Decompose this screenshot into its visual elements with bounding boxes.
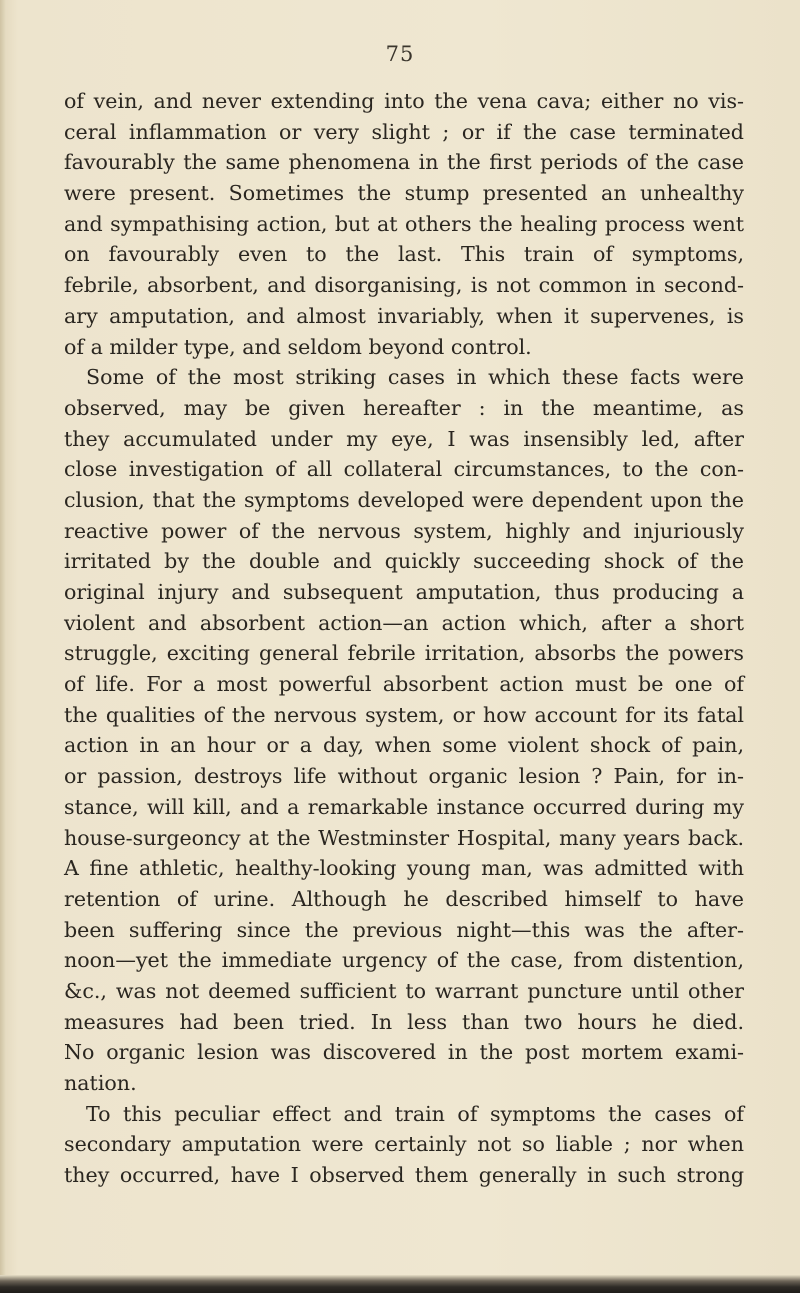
text-line: house-surgeoncy at the Westminster Hospital, many years back. xyxy=(64,825,744,850)
body-text xyxy=(64,86,744,1191)
text-line: violent and absorbent action—an action which, after a short xyxy=(64,610,744,635)
text-line: the qualities of the nervous system, or how account for its fatal xyxy=(64,702,744,727)
text-line: been suffering since the previous night—this was the after- xyxy=(64,917,744,942)
text-line: of life. For a most powerful absorbent action must be one of xyxy=(64,672,744,697)
text-line: favourably the same phenomena in the first periods of the case xyxy=(64,150,744,175)
text-line: or passion, destroys life without organic lesion ? Pain, for in- xyxy=(64,764,744,789)
text-line: &c., was not deemed sufficient to warrant puncture until other xyxy=(64,978,744,1003)
page-number: 75 xyxy=(385,42,415,66)
text-line: observed, may be given hereafter : in the meantime, as xyxy=(64,395,744,420)
text-line: close investigation of all collateral circumstances, to the con- xyxy=(64,457,744,482)
page-gutter-edge xyxy=(0,0,6,1293)
text-line: measures had been tried. In less than two hours he died. xyxy=(64,1009,744,1034)
text-line: struggle, exciting general febrile irritation, absorbs the powers xyxy=(64,641,744,666)
text-line: on favourably even to the last. This train of symptoms, xyxy=(64,242,744,267)
text-line: stance, will kill, and a remarkable instance occurred during my xyxy=(64,794,744,819)
text-line: ceral inflammation or very slight ; or if the case terminated xyxy=(64,119,744,144)
text-line: reactive power of the nervous system, highly and injuriously xyxy=(64,518,744,543)
text-line: No organic lesion was discovered in the post mortem exami- xyxy=(64,1040,744,1065)
text-line: nation. xyxy=(64,1071,137,1095)
text-line: noon—yet the immediate urgency of the case, from distention, xyxy=(64,948,744,973)
text-line: secondary amputation were certainly not so liable ; nor when xyxy=(64,1132,744,1157)
text-line: febrile, absorbent, and disorganising, is not common in second- xyxy=(64,273,744,298)
text-line: original injury and subsequent amputation, thus producing a xyxy=(64,580,744,604)
text-line: retention of urine. Although he described himself to have xyxy=(64,886,744,911)
text-line: they accumulated under my eye, I was insensibly led, after xyxy=(64,426,744,451)
text-line: and sympathising action, but at others the healing process went xyxy=(64,211,744,236)
text-line: ary amputation, and almost invariably, when it supervenes, is xyxy=(64,303,744,328)
text-line: irritated by the double and quickly succeeding shock of the xyxy=(64,549,744,574)
text-line: clusion, that the symptoms developed were dependent upon the xyxy=(64,487,744,512)
text-line: they occurred, have I observed them generally in such strong xyxy=(64,1163,744,1188)
text-line: A fine athletic, healthy-looking young man, was admitted with xyxy=(64,856,744,881)
page-bottom-edge xyxy=(0,1275,800,1293)
text-line: of vein, and never extending into the vena cava; either no vis- xyxy=(64,89,744,113)
text-line: of a milder type, and seldom beyond control. xyxy=(64,334,532,359)
text-line: were present. Sometimes the stump presented an unhealthy xyxy=(64,181,744,206)
text-line: Some of the most striking cases in which these facts were xyxy=(86,365,744,390)
text-line: action in an hour or a day, when some violent shock of pain, xyxy=(64,733,744,758)
text-line: To this peculiar effect and train of symptoms the cases of xyxy=(86,1101,744,1126)
